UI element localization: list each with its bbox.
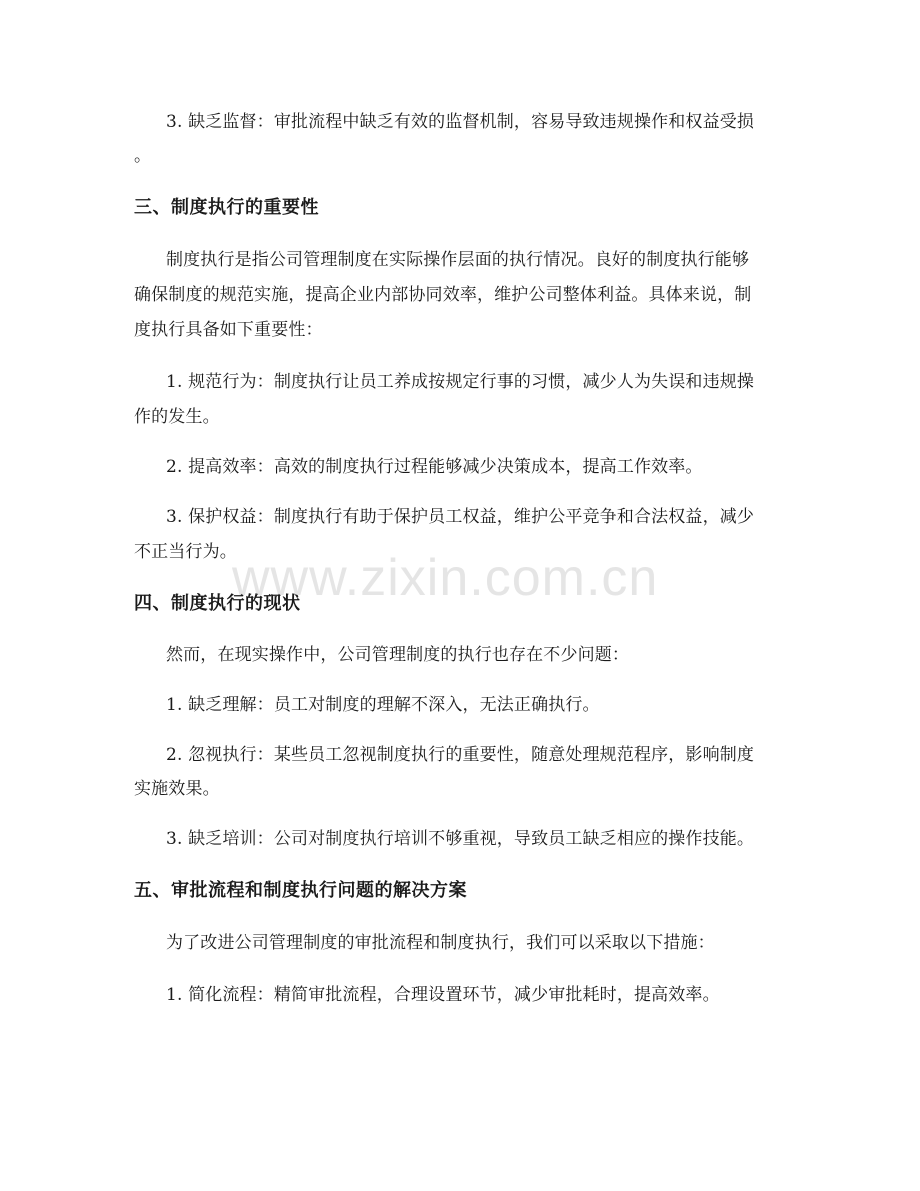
section-heading-5: 五、审批流程和制度执行问题的解决方案 <box>134 880 467 901</box>
s3-item3-line2: 不正当行为。 <box>134 542 237 562</box>
s5-item1: 1. 简化流程：精简审批流程，合理设置环节，减少审批耗时，提高效率。 <box>166 985 720 1005</box>
section-heading-4: 四、制度执行的现状 <box>134 593 301 614</box>
s4-item3: 3. 缺乏培训：公司对制度执行培训不够重视，导致员工缺乏相应的操作技能。 <box>166 829 755 849</box>
s3-item2: 2. 提高效率：高效的制度执行过程能够减少决策成本，提高工作效率。 <box>166 457 703 477</box>
s2-item3-line1: 3. 缺乏监督：审批流程中缺乏有效的监督机制，容易导致违规操作和权益受损 <box>166 112 755 132</box>
s3-item3-line1: 3. 保护权益：制度执行有助于保护员工权益，维护公平竞争和合法权益，减少 <box>166 507 755 527</box>
s3-item1-line2: 作的发生。 <box>134 407 220 427</box>
s4-intro: 然而，在现实操作中，公司管理制度的执行也存在不少问题： <box>166 645 630 665</box>
s3-item1-line1: 1. 规范行为：制度执行让员工养成按规定行事的习惯，减少人为失误和违规操 <box>166 372 755 392</box>
watermark-text: www.zixin.com.cn <box>232 549 659 607</box>
s3-intro-line3: 度执行具备如下重要性： <box>134 320 323 340</box>
section-heading-3: 三、制度执行的重要性 <box>134 197 319 218</box>
s4-item2-line2: 实施效果。 <box>134 779 220 799</box>
s3-intro-line1: 制度执行是指公司管理制度在实际操作层面的执行情况。良好的制度执行能够 <box>166 250 750 270</box>
s4-item1: 1. 缺乏理解：员工对制度的理解不深入，无法正确执行。 <box>166 695 600 715</box>
s3-intro-line2: 确保制度的规范实施，提高企业内部协同效率，维护公司整体利益。具体来说，制 <box>134 285 752 305</box>
s5-intro: 为了改进公司管理制度的审批流程和制度执行，我们可以采取以下措施： <box>166 933 715 953</box>
s4-item2-line1: 2. 忽视执行：某些员工忽视制度执行的重要性，随意处理规范程序，影响制度 <box>166 745 755 765</box>
s2-item3-line2: 。 <box>134 146 152 166</box>
